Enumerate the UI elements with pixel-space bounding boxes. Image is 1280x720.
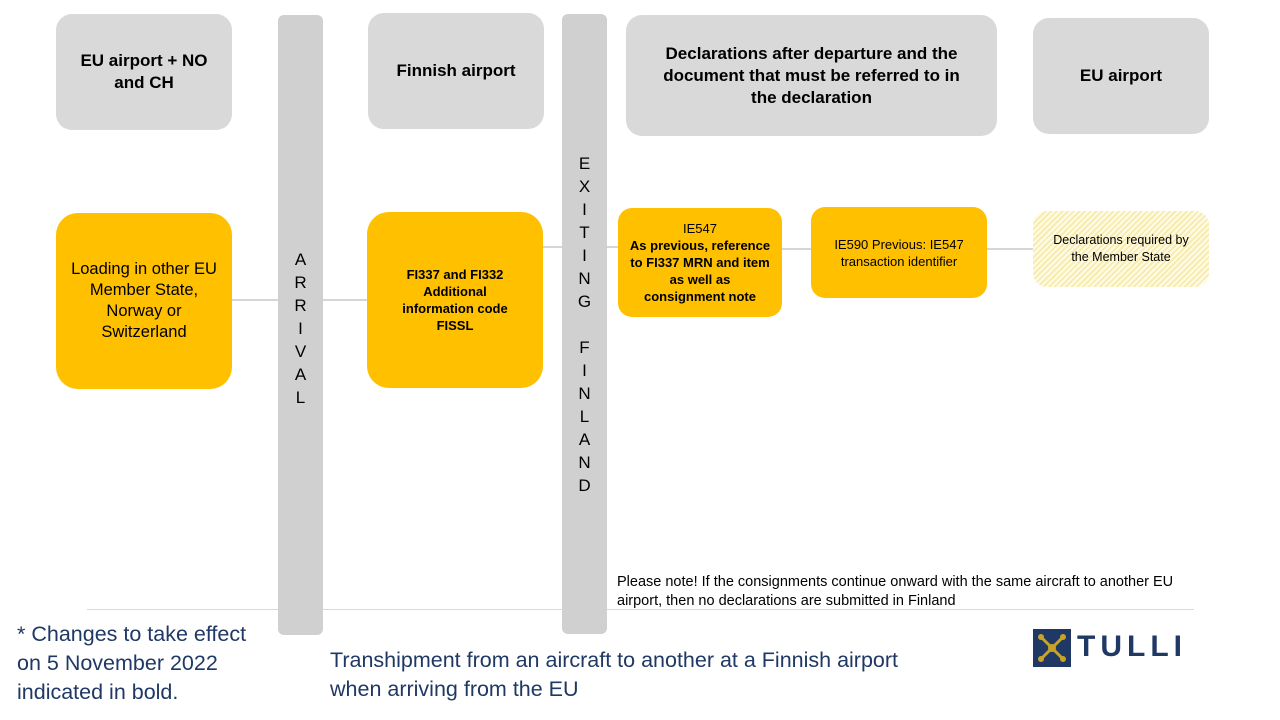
exiting-letter: G (577, 292, 592, 311)
exiting-letter: N (578, 384, 591, 403)
member-state-text: Declarations required by the Member State (1053, 233, 1189, 264)
connector-arrival-fi337 (323, 299, 368, 301)
arrival-letter: R (294, 273, 307, 292)
ie590-box (811, 207, 987, 298)
exiting-letter: I (582, 246, 587, 265)
arrival-letter: A (294, 365, 307, 384)
connector-exiting-ie547 (607, 246, 618, 248)
member-state-box (1033, 211, 1209, 287)
connector-ie547-ie590 (782, 248, 811, 250)
exiting-letter: I (582, 200, 587, 219)
exiting-letter: E (578, 154, 591, 173)
arrival-letter: L (295, 388, 306, 407)
exiting-letter: X (578, 177, 591, 196)
connector-fi337-exiting (543, 246, 563, 248)
tulli-emblem-icon (1033, 629, 1071, 667)
arrival-letter: R (294, 296, 307, 315)
arrival-label (278, 248, 323, 409)
please-note-text: Please note! If the consignments continue onward with the same aircraft to another EU airport, then no declarations are submitted in Finland (617, 574, 1174, 609)
ie547-box (618, 208, 782, 317)
connector-loading-arrival (232, 299, 278, 301)
exiting-letter: F (579, 338, 590, 357)
connector-ie590-memberstate (987, 248, 1033, 250)
ie590-text: IE590 Previous: IE547 transaction identifier (834, 236, 964, 269)
origin-header: EU airport + NO and CH (56, 14, 232, 130)
eu-airport-header: EU airport (1033, 18, 1209, 134)
tulli-logo-text: TULLI (1077, 630, 1187, 663)
declarations-header: Declarations after departure and the document that must be referred to in the declaration (626, 15, 997, 136)
ie547-text: As previous, reference to FI337 MRN and item as well as consignment note (629, 238, 771, 304)
arrival-letter: V (294, 342, 307, 361)
loading-text: Loading in other EU Member State, Norway or Switzerland (71, 260, 217, 341)
ie547-code: IE547 (683, 221, 717, 236)
tulli-logo (1033, 629, 1198, 667)
exiting-letter: D (578, 476, 591, 495)
exiting-letter: A (578, 430, 591, 449)
exiting-letter: L (579, 407, 590, 426)
exiting-letter: T (579, 223, 590, 242)
fi337-text: FI337 and FI332 Additional information code FISSL (402, 267, 508, 333)
footer-title: Transhipment from an aircraft to another at a Finnish airport when arriving from the EU (330, 648, 899, 701)
arrival-letter: A (294, 250, 307, 269)
loading-box (56, 213, 232, 389)
exiting-letter: I (582, 361, 587, 380)
arrival-letter: I (298, 319, 303, 338)
footnote: * Changes to take effect on 5 November 2022 indicated in bold. (17, 622, 247, 704)
exiting-letter: N (578, 269, 591, 288)
exiting-finland-label (562, 152, 607, 497)
fi337-box (367, 212, 543, 388)
exiting-letter: N (578, 453, 591, 472)
finnish-airport-header: Finnish airport (368, 13, 544, 129)
